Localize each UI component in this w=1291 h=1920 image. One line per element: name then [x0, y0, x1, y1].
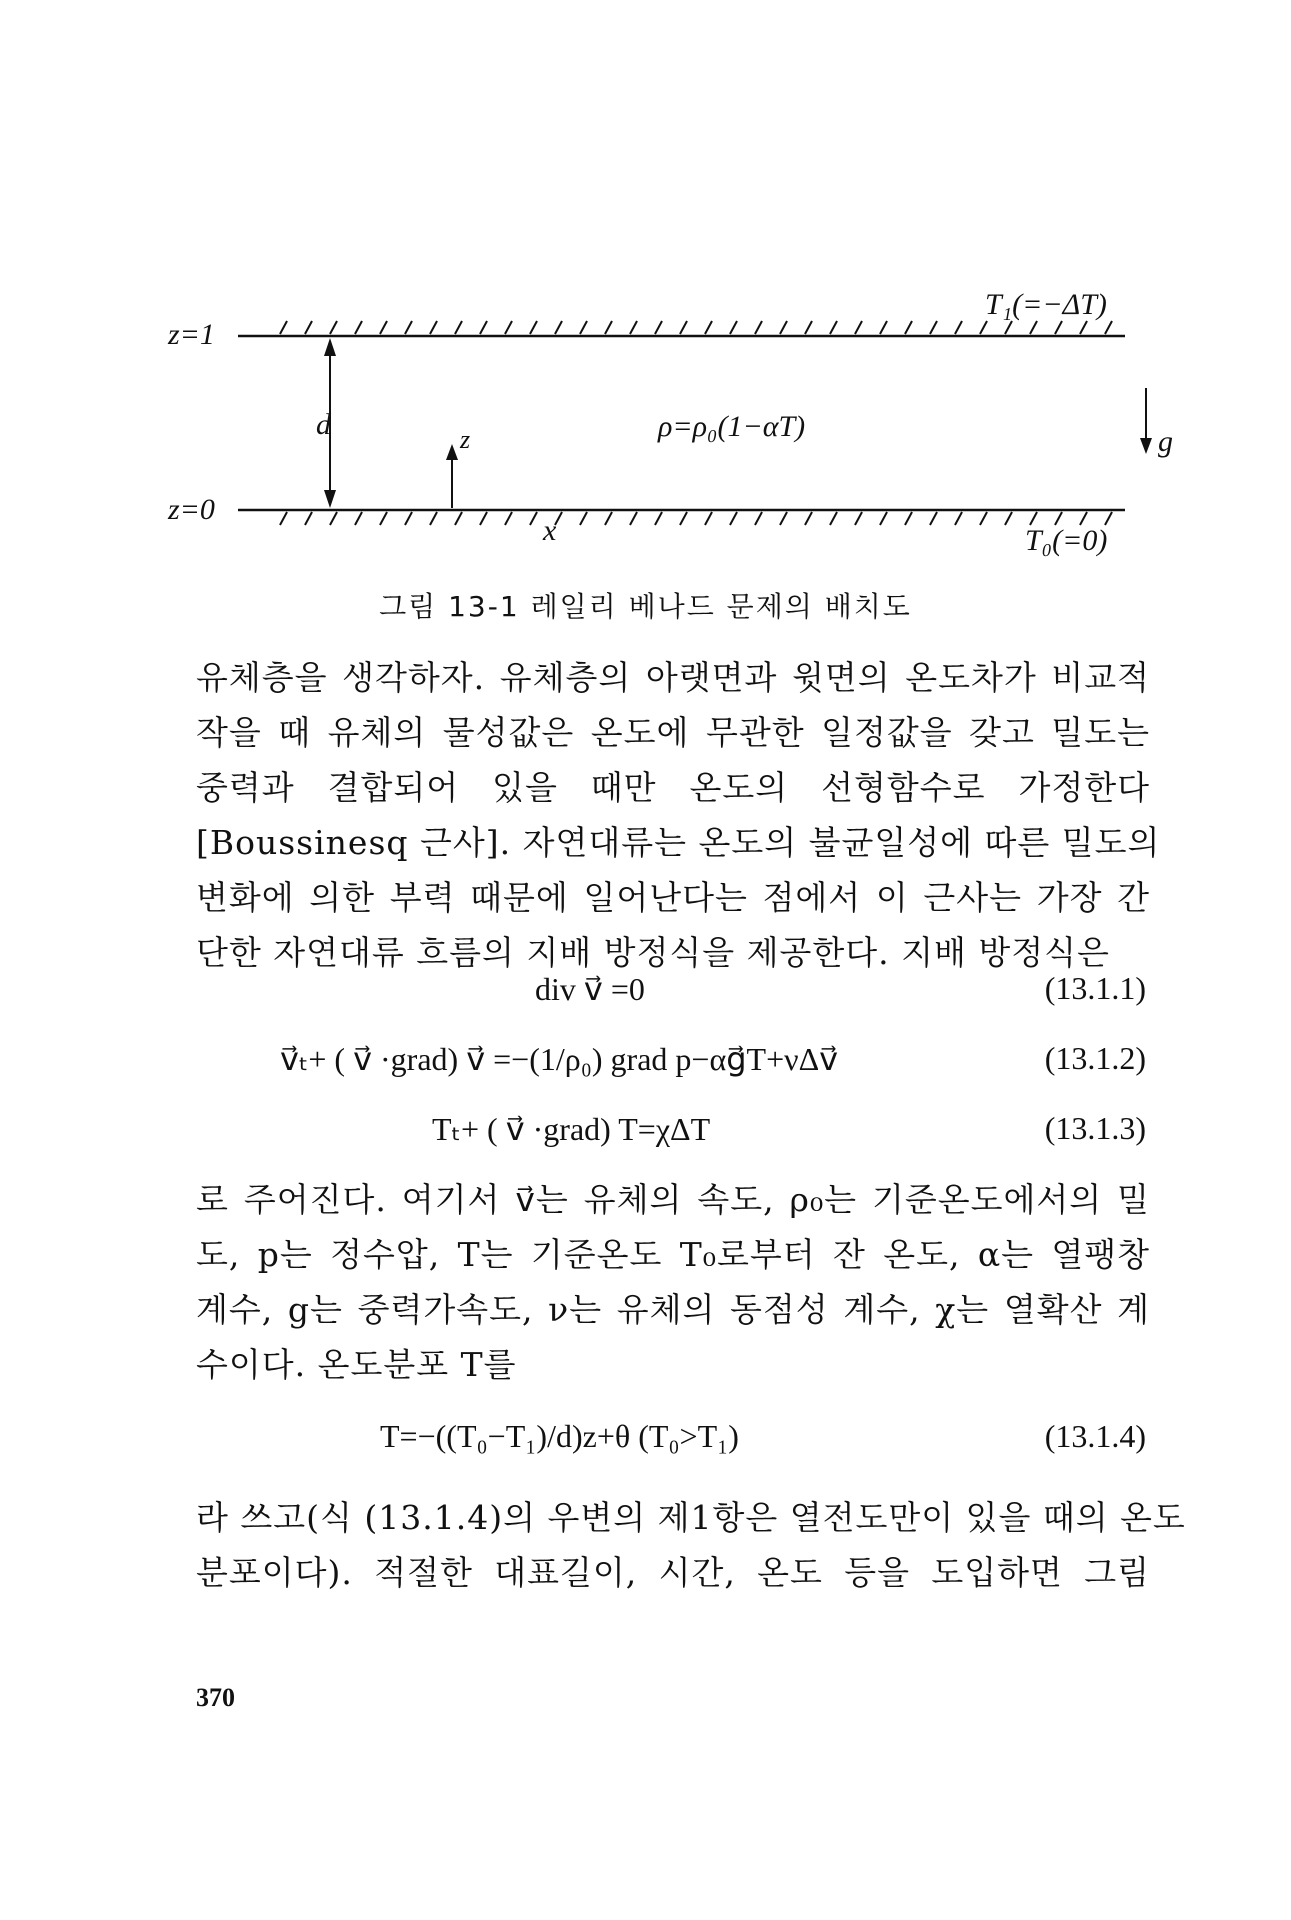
hatch-mark [830, 512, 837, 525]
hatch-mark [530, 321, 537, 334]
hatch-mark [1030, 321, 1037, 334]
hatch-mark [1105, 321, 1112, 334]
hatch-mark [430, 512, 437, 525]
hatch-mark [430, 321, 437, 334]
text-line: 로 주어진다. 여기서 v⃗는 유체의 속도, ρ₀는 기준온도에서의 밀 [196, 1180, 1150, 1219]
top-plate-hatch [280, 321, 1112, 334]
hatch-mark [955, 321, 962, 334]
hatch-mark [305, 321, 312, 334]
hatch-mark [930, 321, 937, 334]
label-g: g [1158, 425, 1173, 458]
label-z: z [460, 425, 471, 454]
hatch-mark [305, 512, 312, 525]
hatch-mark [905, 321, 912, 334]
hatch-mark [580, 512, 587, 525]
hatch-mark [780, 321, 787, 334]
text-line: 도, p는 정수압, T는 기준온도 T₀로부터 잔 온도, α는 열팽창 [196, 1235, 1150, 1274]
hatch-mark [580, 321, 587, 334]
hatch-mark [605, 512, 612, 525]
equation-number: (13.1.2) [1044, 1040, 1146, 1076]
hatch-mark [680, 512, 687, 525]
hatch-mark [655, 512, 662, 525]
d-arrow-head-up [324, 338, 336, 356]
label-T1: T₁(=−ΔT) [985, 288, 1107, 321]
text-line: 변화에 의한 부력 때문에 일어난다는 점에서 이 근사는 가장 간 [196, 878, 1150, 917]
text-line: 계수, g는 중력가속도, ν는 유체의 동점성 계수, χ는 열확산 계 [196, 1290, 1150, 1329]
hatch-mark [630, 321, 637, 334]
label-x: x [543, 514, 557, 547]
equation-number: (13.1.3) [1044, 1110, 1146, 1146]
hatch-mark [505, 321, 512, 334]
hatch-mark [1005, 512, 1012, 525]
equation-number: (13.1.1) [1044, 970, 1146, 1006]
label-z1: z=1 [168, 318, 215, 351]
text-line: 유체층을 생각하자. 유체층의 아랫면과 윗면의 온도차가 비교적 [196, 658, 1150, 697]
hatch-mark [755, 512, 762, 525]
hatch-mark [730, 512, 737, 525]
hatch-mark [780, 512, 787, 525]
hatch-mark [980, 321, 987, 334]
d-arrow-head-down [324, 490, 336, 508]
hatch-mark [455, 321, 462, 334]
hatch-mark [830, 321, 837, 334]
hatch-mark [455, 512, 462, 525]
figure-benard-layout [0, 0, 1291, 600]
text-line: [Boussinesq 근사]. 자연대류는 온도의 불균일성에 따른 밀도의 [196, 823, 1161, 862]
equation-13-1-1: div v⃗ =0 [535, 971, 645, 1007]
hatch-mark [480, 321, 487, 334]
text-line: 분포이다). 적절한 대표길이, 시간, 온도 등을 도입하면 그림 [196, 1553, 1150, 1592]
hatch-mark [905, 512, 912, 525]
hatch-mark [480, 512, 487, 525]
hatch-mark [880, 321, 887, 334]
hatch-mark [555, 321, 562, 334]
hatch-mark [380, 321, 387, 334]
page-number: 370 [196, 1683, 235, 1712]
z-axis-arrow-head [446, 444, 458, 460]
label-T0: T₀(=0) [1025, 524, 1108, 557]
hatch-mark [405, 321, 412, 334]
hatch-mark [280, 512, 287, 525]
hatch-mark [655, 321, 662, 334]
paragraph-3 [196, 1490, 1186, 1600]
label-d: d [316, 408, 331, 441]
bottom-plate-hatch [280, 512, 1112, 525]
label-rho: ρ=ρ₀(1−αT) [658, 410, 806, 443]
hatch-mark [530, 512, 537, 525]
hatch-mark [705, 321, 712, 334]
hatch-mark [505, 512, 512, 525]
text-line: 라 쓰고(식 (13.1.4)의 우변의 제1항은 열전도만이 있을 때의 온도 [196, 1498, 1186, 1537]
hatch-mark [805, 512, 812, 525]
g-arrow-head [1140, 438, 1152, 454]
hatch-mark [330, 512, 337, 525]
hatch-mark [680, 321, 687, 334]
hatch-mark [805, 321, 812, 334]
hatch-mark [955, 512, 962, 525]
equation-13-1-3: Tₜ+ ( v⃗ ·grad) T=χΔT [432, 1111, 711, 1147]
equation-13-1-4: T=−((T₀−T₁)/d)z+θ (T₀>T₁) [380, 1418, 739, 1454]
hatch-mark [1005, 321, 1012, 334]
hatch-mark [380, 512, 387, 525]
hatch-mark [405, 512, 412, 525]
text-line: 단한 자연대류 흐름의 지배 방정식을 제공한다. 지배 방정식은 [196, 933, 1110, 972]
hatch-mark [980, 512, 987, 525]
hatch-mark [730, 321, 737, 334]
hatch-mark [930, 512, 937, 525]
figure-caption: 그림 13-1 레일리 베나드 문제의 배치도 [379, 590, 912, 623]
paragraph-1 [196, 650, 1161, 980]
equation-number: (13.1.4) [1044, 1418, 1146, 1454]
hatch-mark [855, 512, 862, 525]
hatch-mark [605, 321, 612, 334]
equation-13-1-2: v⃗ₜ+ ( v⃗ ·grad) v⃗ =−(1/ρ₀) grad p−αg⃗T+νΔv⃗ [280, 1041, 839, 1077]
paragraph-2 [196, 1172, 1150, 1392]
hatch-mark [280, 321, 287, 334]
hatch-mark [855, 321, 862, 334]
text-line: 수이다. 온도분포 T를 [196, 1345, 517, 1384]
hatch-mark [355, 321, 362, 334]
text-line: 중력과 결합되어 있을 때만 온도의 선형함수로 가정한다 [196, 768, 1150, 807]
hatch-mark [705, 512, 712, 525]
label-z0: z=0 [168, 493, 215, 526]
hatch-mark [880, 512, 887, 525]
hatch-mark [355, 512, 362, 525]
hatch-mark [755, 321, 762, 334]
hatch-mark [330, 321, 337, 334]
hatch-mark [1080, 321, 1087, 334]
text-line: 작을 때 유체의 물성값은 온도에 무관한 일정값을 갖고 밀도는 [196, 713, 1150, 752]
hatch-mark [630, 512, 637, 525]
hatch-mark [1055, 321, 1062, 334]
